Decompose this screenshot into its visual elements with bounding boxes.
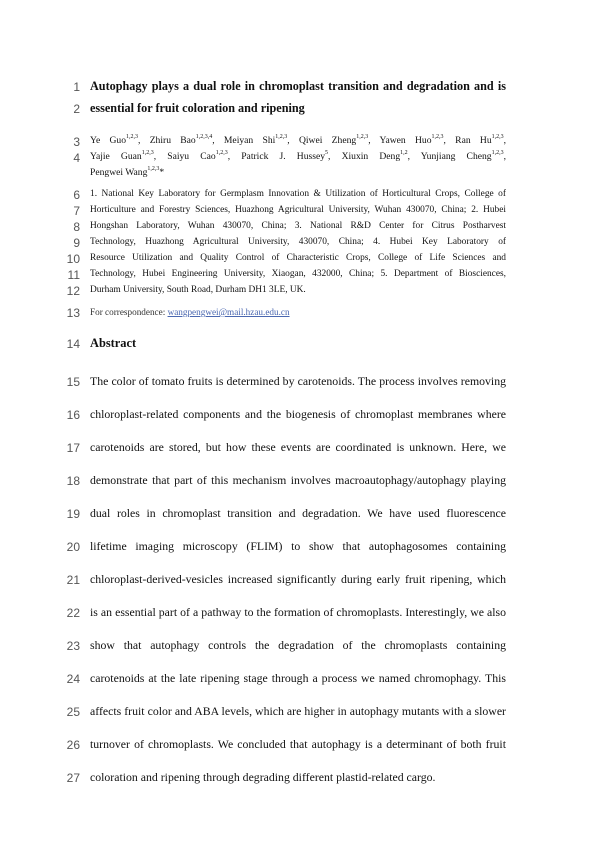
author-affiliation-mark: 1,2,3,4 [195,133,213,140]
author-name: Yawen Huo [379,135,432,146]
author-affiliation-mark: 1,2 [400,149,408,156]
author-affiliation-mark: 1,2,3 [215,149,228,156]
abstract-line: carotenoids at the late ripening stage through a process we named chromophagy. This [90,671,506,685]
line-number: 1 [73,80,80,94]
author-line-3 [90,166,506,180]
paper-title-line-1: Autophagy plays a dual role in chromoplast transition and degradation and is [90,79,506,93]
abstract-line: dual roles in chromoplast transition and degradation. We have used fluorescence [90,506,506,520]
line-number: 4 [73,151,80,165]
line-number: 10 [66,252,80,266]
line-number: 2 [73,102,80,116]
author-name: Pengwei Wang [90,167,148,178]
paper-title-line-2: essential for fruit coloration and ripening [90,101,305,115]
corresponding-author-mark: * [159,167,165,178]
affiliation-line: Hongshan Laboratory, Wuhan 430070, China; 3. National R&D Center for Citrus Postharvest [90,221,506,231]
abstract-line: show that autophagy controls the degradation of the chromoplasts containing [90,638,506,652]
author-affiliation-mark: 1,2,3 [126,133,139,140]
line-number: 9 [73,236,80,250]
line-number: 8 [73,220,80,234]
abstract-line: affects fruit color and ABA levels, which are higher in autophagy mutants with a slower [90,704,506,718]
line-number: 18 [66,474,80,488]
abstract-heading: Abstract [90,336,137,350]
line-number: 15 [66,375,80,389]
line-number: 22 [66,606,80,620]
correspondence-label: For correspondence: [90,307,166,317]
author-line-1: Ye Guo$^{1,2,3}$, Zhiru Bao$^{1,2,3,4}$, Meiyan Shi$^{1,2,3}$, Qiwei Zheng$^{1,2,3}$, Yawen Huo$^{1,2,3}$, Ran Hu$^{1,2,3}$, [90,133,507,146]
author-affiliation-mark: 1,2,3 [491,149,504,156]
author-name: Yajie Guan [90,151,142,162]
affiliation-line: Durham University, South Road, Durham DH1 3LE, UK. [90,285,306,295]
abstract-line: is an essential part of a pathway to the formation of chromoplasts. Interestingly, we also [90,605,506,619]
author-affiliation-mark: 1,2,3 [275,133,288,140]
line-number: 20 [66,540,80,554]
author-name: Yunjiang Cheng [420,151,492,162]
line-number: 24 [66,672,80,686]
author-name: Qiwei Zheng [298,135,357,146]
affiliation-line: Technology, Huazhong Agricultural University, 430070, China; 4. Hubei Key Laboratory of [90,237,506,247]
author-affiliation-mark: 1,2,3 [356,133,369,140]
line-number: 12 [66,284,80,298]
affiliation-line: Resource Utilization and Quality Control of Characteristic Crops, College of Life Sciences and [90,253,506,263]
line-number: 13 [66,306,80,320]
line-number: 11 [67,268,80,282]
abstract-line: carotenoids are stored, but how these events are coordinated is unknown. Here, we [90,440,506,454]
line-number: 6 [73,188,80,202]
line-number: 19 [66,507,80,521]
abstract-line: demonstrate that part of this mechanism involves macroautophagy/autophagy playing [90,473,506,487]
abstract-line: chloroplast-related components and the biogenesis of chromoplast membranes where [90,407,506,421]
affiliation-line: 1. National Key Laboratory for Germplasm Innovation & Utilization of Horticultural Crops, College of [90,189,506,199]
author-name: Patrick J. Hussey [241,151,326,162]
author-name: Saiyu Cao [167,151,216,162]
line-number: 7 [73,204,80,218]
line-number: 27 [66,771,80,785]
author-name: Ye Guo [90,135,127,146]
line-number: 23 [66,639,80,653]
line-number: 16 [66,408,80,422]
line-number: 14 [66,337,80,351]
line-number: 21 [66,573,80,587]
author-name: Xiuxin Deng [341,151,401,162]
abstract-line: lifetime imaging microscopy (FLIM) to show that autophagosomes containing [90,539,506,553]
author-name: Ran Hu [455,135,492,146]
affiliation-line: Horticulture and Forestry Sciences, Huazhong Agricultural University, Wuhan 430070, China; 2. Hubei [90,205,506,215]
author-name: Meiyan Shi [223,135,276,146]
line-number: 3 [73,135,80,149]
correspondence-line [90,305,506,319]
line-number: 25 [66,705,80,719]
abstract-line: chloroplast-derived-vesicles increased significantly during early fruit ripening, which [90,572,506,586]
line-number: 17 [66,441,80,455]
correspondence-email-link[interactable]: wangpengwei@mail.hzau.edu.cn [167,307,290,317]
author-name: Zhiru Bao [149,135,196,146]
author-affiliation-mark: 1,2,3 [141,149,154,156]
author-affiliation-mark: 1,2,3 [491,133,504,140]
author-affiliation-mark: 5 [325,149,329,156]
abstract-line: coloration and ripening through degrading different plastid-related cargo. [90,770,436,784]
line-number: 26 [66,738,80,752]
author-affiliation-mark: 1,2,3 [147,165,160,172]
author-affiliation-mark: 1,2,3 [431,133,444,140]
author-line-2: Yajie Guan$^{1,2,3}$, Saiyu Cao$^{1,2,3}$, Patrick J. Hussey$^5$, Xiuxin Deng$^{1,2}$, Yunjiang Cheng$^{1,2,3}$, [90,149,507,162]
abstract-line: turnover of chromoplasts. We concluded that autophagy is a determinant of both fruit [90,737,506,751]
abstract-line: The color of tomato fruits is determined by carotenoids. The process involves removing [90,374,506,388]
affiliation-line: Technology, Hubei Engineering University, Xiaogan, 432000, China; 5. Department of Biosciences, [90,269,506,279]
